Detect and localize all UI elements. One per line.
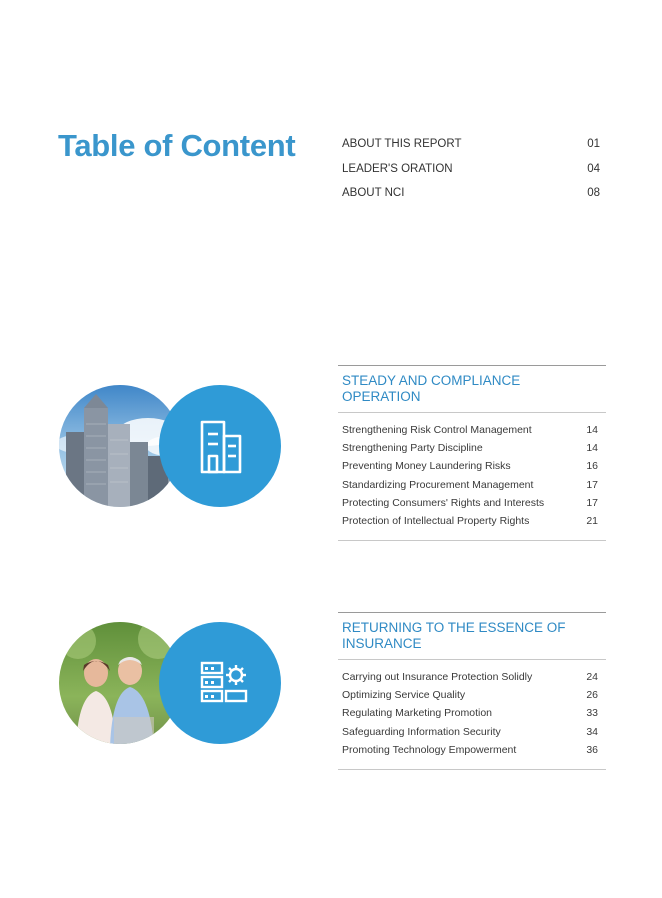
icon-circle [159,622,281,744]
toc-entry-label: ABOUT THIS REPORT [342,138,462,151]
toc-entry-label: Protection of Intellectual Property Rights [342,515,530,528]
toc-entry-page: 08 [587,187,600,200]
top-toc-list [342,132,600,206]
toc-entry-label: ABOUT NCI [342,187,405,200]
toc-entry[interactable] [342,457,598,475]
toc-entry[interactable] [342,476,598,494]
section-items [338,660,606,769]
toc-entry-page: 17 [586,496,598,509]
toc-entry-label: Standardizing Procurement Management [342,478,534,491]
toc-entry[interactable] [342,741,598,759]
toc-entry-page: 16 [586,460,598,473]
toc-section [338,612,606,770]
toc-entry-page: 21 [586,515,598,528]
toc-entry-page: 36 [586,743,598,756]
toc-entry-page: 26 [586,689,598,702]
toc-entry-label: Carrying out Insurance Protection Solidly [342,671,533,684]
toc-entry-label: Strengthening Party Discipline [342,442,483,455]
toc-entry[interactable] [342,132,600,157]
icon-circle [159,385,281,507]
toc-entry-label: Preventing Money Laundering Risks [342,460,511,473]
toc-entry-label: Regulating Marketing Promotion [342,707,492,720]
toc-entry-label: LEADER'S ORATION [342,162,453,175]
toc-section [338,365,606,541]
toc-entry-label: Strengthening Risk Control Management [342,424,532,437]
toc-entry[interactable] [342,421,598,439]
toc-entry-page: 14 [586,424,598,437]
section-artwork-buildings [58,384,282,510]
toc-entry[interactable] [342,181,600,206]
toc-entry-page: 17 [586,478,598,491]
section-items [338,413,606,540]
toc-entry-label: Optimizing Service Quality [342,689,466,702]
page-title: Table of Content [58,128,296,163]
toc-entry-label: Promoting Technology Empowerment [342,743,517,756]
toc-entry-page: 33 [586,707,598,720]
toc-entry[interactable] [342,494,598,512]
toc-entry-label: Safeguarding Information Security [342,725,501,738]
toc-entry-page: 14 [586,442,598,455]
toc-entry-page: 01 [587,138,600,151]
toc-entry-label: Protecting Consumers' Rights and Interests [342,496,545,509]
section-artwork-couple [58,621,282,747]
toc-entry[interactable] [342,668,598,686]
toc-entry-page: 24 [586,671,598,684]
toc-entry-page: 34 [586,725,598,738]
toc-entry-page: 04 [587,162,600,175]
section-heading: RETURNING TO THE ESSENCE OF INSURANCE [338,613,606,660]
toc-entry[interactable] [342,439,598,457]
toc-entry[interactable] [342,723,598,741]
toc-entry[interactable] [342,686,598,704]
toc-entry[interactable] [342,157,600,182]
toc-entry[interactable] [342,704,598,722]
toc-entry[interactable] [342,512,598,530]
section-heading: STEADY AND COMPLIANCE OPERATION [338,366,606,413]
